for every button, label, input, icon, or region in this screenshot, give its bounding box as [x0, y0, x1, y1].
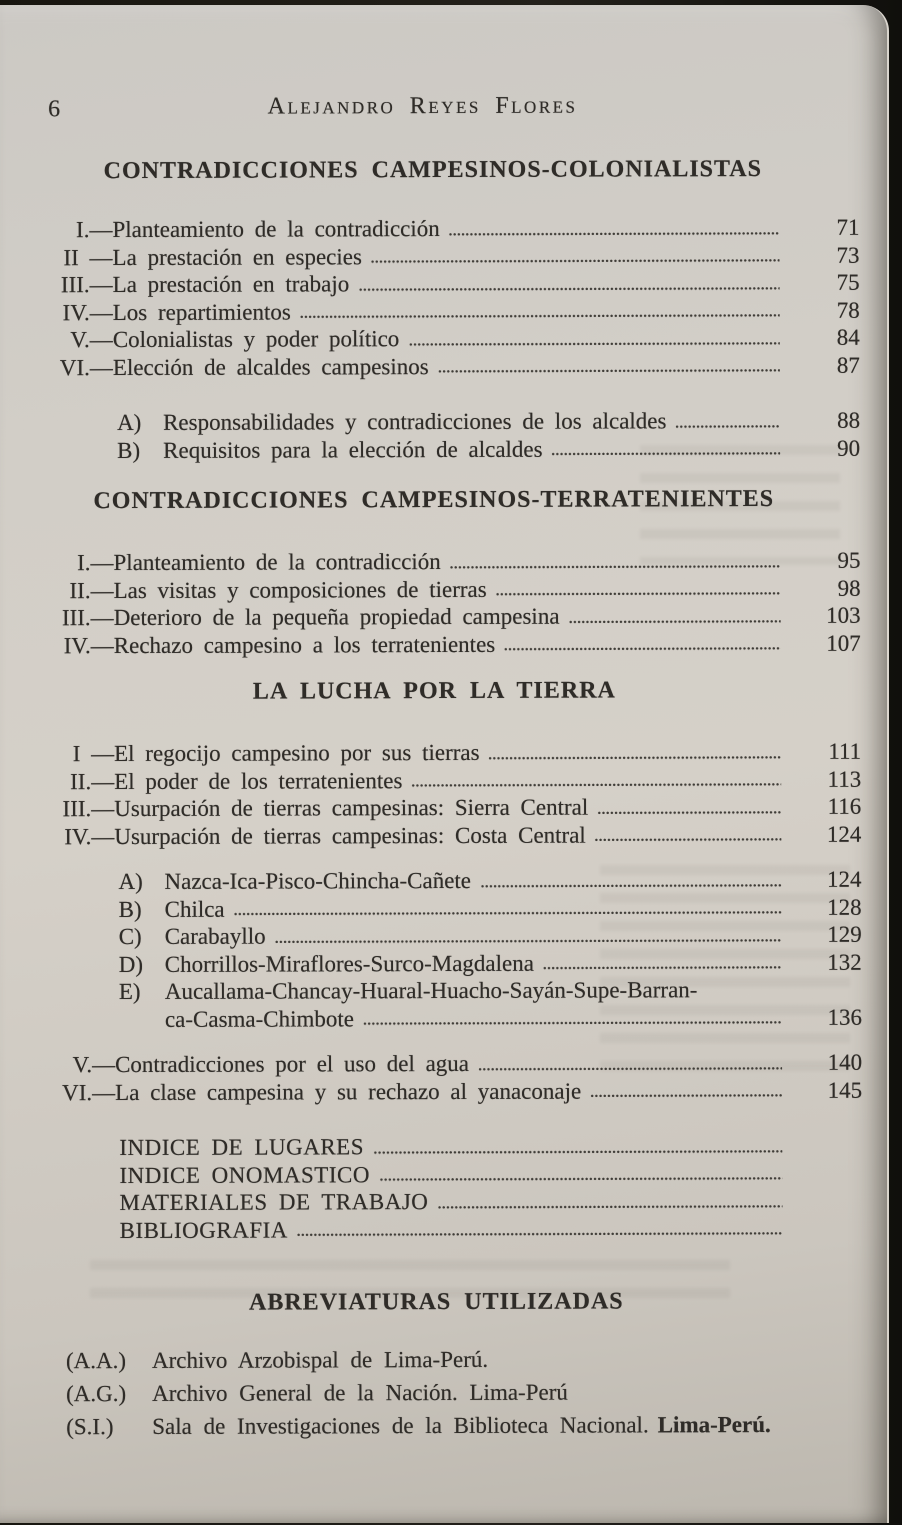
dot-leader: [411, 783, 781, 787]
dot-leader: [569, 619, 781, 623]
entry-text: Colonialistas y poder político: [112, 326, 400, 353]
dot-leader: [373, 1149, 782, 1153]
back-matter-entry: [49, 1159, 862, 1189]
abbreviation-label: (S.I.): [66, 1414, 114, 1440]
spacer: [49, 1104, 862, 1135]
toc-subentry-multiline-first: [49, 976, 862, 1006]
toc-entry: [46, 241, 859, 271]
back-matter-entry: [49, 1187, 862, 1217]
toc-subentry: [47, 434, 860, 464]
toc-entry: [46, 214, 859, 244]
entry-text: Planteamiento de la contradicción: [112, 216, 440, 243]
entry-page: 113: [827, 766, 862, 792]
entry-label: I.—: [75, 217, 113, 243]
entry-text: Usurpación de tierras campesinas: Costa Central: [114, 822, 586, 849]
entry-label: IV.—: [62, 299, 113, 325]
entry-page: 107: [826, 630, 861, 656]
entry-label: III.—: [61, 605, 114, 631]
entry-page: 132: [827, 949, 862, 975]
toc-entry: [48, 602, 861, 632]
page-header: [46, 92, 859, 125]
dot-leader: [297, 1232, 783, 1237]
entry-label: IV.—: [63, 632, 114, 658]
toc-entry: [48, 765, 861, 795]
entry-text: Carabayllo: [164, 923, 266, 949]
toc-entry: [48, 820, 861, 850]
toc-subentry: [49, 921, 862, 951]
entry-text: INDICE ONOMASTICO: [119, 1161, 370, 1188]
entry-label: A): [118, 868, 143, 895]
dot-leader: [275, 938, 782, 943]
dot-leader: [590, 1094, 782, 1098]
abbreviation-text: Sala de Investigaciones de la Biblioteca Nacional.: [152, 1412, 649, 1439]
entry-text: Las visitas y composiciones de tierras: [113, 576, 487, 603]
entry-label: B): [118, 896, 142, 922]
entry-label: V.—: [70, 327, 113, 353]
dot-leader: [449, 231, 780, 235]
dot-leader: [597, 810, 781, 814]
entry-text: Chorrillos-Miraflores-Surco-Magdalena: [164, 950, 534, 977]
entry-text: El poder de los terratenientes: [114, 767, 403, 794]
toc-entry: [49, 1076, 862, 1106]
entry-text: Los repartimientos: [112, 298, 291, 325]
entry-label: V.—: [72, 1052, 116, 1078]
toc-entry: [48, 629, 861, 659]
toc-subentry-multiline-cont: [49, 1003, 862, 1033]
entry-text: Chilca: [164, 896, 225, 922]
entry-page: 98: [837, 575, 861, 601]
page-number: 6: [48, 96, 62, 123]
toc-subentry: [49, 893, 862, 923]
entry-page: 88: [837, 407, 861, 433]
entry-text: Aucallama-Chancay-Huaral-Huacho-Sayán-Supe-Barran-: [164, 977, 698, 1004]
entry-page: 116: [827, 793, 862, 819]
back-matter-entry: [49, 1132, 862, 1162]
abbreviation-entry: [50, 1375, 863, 1411]
abbreviation-entry: [50, 1342, 863, 1378]
toc-entry: [48, 574, 861, 604]
entry-page: 71: [836, 214, 860, 240]
entry-text: Rechazo campesino a los terratenientes: [113, 631, 496, 658]
entry-text: Planteamiento de la contradicción: [113, 549, 441, 576]
entry-text: El regocijo campesino por sus tierras: [114, 739, 480, 767]
entry-label: E): [118, 978, 141, 1005]
abbreviation-label: (A.G.): [66, 1381, 127, 1407]
dot-leader: [358, 286, 779, 290]
dot-leader: [437, 1204, 782, 1208]
entry-label: VI.—: [59, 354, 113, 380]
entry-text: La prestación en especies: [112, 243, 362, 270]
abbreviation-label: (A.A.): [65, 1348, 127, 1374]
dot-leader: [496, 592, 781, 596]
dot-leader: [363, 1021, 782, 1025]
toc-entry: [47, 547, 860, 577]
entry-label: I —: [72, 741, 115, 767]
entry-text: Requisitos para la elección de alcaldes: [163, 436, 543, 463]
abbreviation-text-bold: Lima-Perú.: [657, 1411, 771, 1438]
dot-leader: [489, 755, 782, 759]
entry-label: II.—: [69, 577, 114, 603]
section-heading-colonialistas: CONTRADICCIONES CAMPESINOS-COLONIALISTAS: [103, 155, 762, 185]
running-header: Alejandro Reyes Flores: [267, 92, 578, 120]
entry-text: Deterioro de la pequeña propiedad campesina: [113, 603, 560, 631]
entry-page: 73: [836, 242, 860, 268]
dot-leader: [450, 564, 781, 568]
entry-label: VI.—: [62, 1079, 116, 1105]
book-page: [0, 5, 889, 1523]
dot-leader: [478, 1066, 782, 1070]
abbreviation-text: Archivo General de la Nación. Lima-Perú: [152, 1379, 568, 1406]
entry-text: Elección de alcaldes campesinos: [112, 353, 429, 380]
dot-leader: [595, 838, 782, 842]
entry-page: 145: [827, 1077, 863, 1103]
entry-page: 87: [836, 352, 860, 378]
entry-label: II —: [63, 244, 113, 270]
entry-label: I.—: [77, 550, 114, 576]
entry-page: 140: [827, 1049, 863, 1075]
entry-label: III.—: [62, 796, 115, 822]
dot-leader: [438, 369, 780, 373]
dot-leader: [234, 911, 782, 916]
dot-leader: [379, 1177, 782, 1181]
toc-entry: [49, 1049, 862, 1079]
entry-text: MATERIALES DE TRABAJO: [119, 1189, 429, 1216]
dot-leader: [300, 314, 780, 319]
entry-text: Nazca-Ica-Pisco-Chincha-Cañete: [164, 867, 472, 894]
entry-page: 78: [836, 297, 860, 323]
entry-page: 128: [827, 894, 862, 920]
abbreviation-entry: [50, 1408, 863, 1444]
entry-text: INDICE DE LUGARES: [119, 1134, 365, 1161]
toc-subentry: [48, 866, 861, 896]
entry-label: II.—: [70, 768, 115, 794]
entry-label: III.—: [60, 272, 113, 298]
entry-page: 103: [826, 602, 861, 628]
dot-leader: [543, 966, 782, 970]
entry-label: D): [118, 951, 144, 977]
entry-label: B): [117, 437, 141, 463]
dot-leader: [480, 883, 781, 887]
dot-leader: [504, 647, 781, 651]
toc-subentry: [47, 407, 860, 437]
entry-page: 124: [826, 866, 862, 892]
abbreviation-text: Archivo Arzobispal de Lima-Perú.: [151, 1346, 489, 1373]
toc-entry: [48, 738, 861, 768]
entry-text: ca-Casma-Chimbote: [164, 1005, 355, 1032]
entry-text: BIBLIOGRAFIA: [119, 1216, 288, 1243]
entry-text: Usurpación de tierras campesinas: Sierra Central: [114, 794, 589, 822]
page-content: [0, 4, 889, 1444]
entry-page: 75: [836, 269, 860, 295]
toc-entry: [48, 793, 861, 823]
spacer: [47, 379, 860, 410]
entry-label: IV.—: [64, 823, 115, 849]
section-heading-terratenientes: CONTRADICCIONES CAMPESINOS-TERRATENIENTES: [93, 485, 775, 515]
entry-page: 90: [837, 435, 861, 461]
entry-text: Responsabilidades y contradicciones de los alcaldes: [163, 408, 667, 435]
entry-text: Contradicciones por el uso del agua: [115, 1050, 470, 1078]
entry-page: 84: [836, 324, 860, 350]
back-matter-entry: [50, 1214, 863, 1244]
entry-page: 111: [828, 738, 862, 764]
dot-leader: [371, 259, 780, 263]
entry-label: A): [117, 409, 142, 436]
toc-subentry: [49, 948, 862, 978]
toc-entry: [47, 269, 860, 299]
entry-page: 95: [837, 547, 861, 573]
entry-label: C): [118, 923, 142, 950]
entry-text: La prestación en trabajo: [112, 271, 350, 298]
entry-page: 136: [827, 1004, 862, 1030]
section-heading-lucha-tierra: LA LUCHA POR LA TIERRA: [252, 677, 616, 705]
toc-entry: [47, 351, 860, 381]
entry-page: 129: [827, 921, 862, 947]
entry-page: 124: [826, 821, 862, 847]
toc-entry: [47, 324, 860, 354]
dot-leader: [552, 452, 781, 456]
toc-entry: [47, 296, 860, 326]
dot-leader: [408, 341, 780, 345]
entry-text: La clase campesina y su rechazo al yanaconaje: [115, 1078, 582, 1105]
section-heading-abreviaturas: ABREVIATURAS UTILIZADAS: [248, 1288, 624, 1316]
dot-leader: [675, 424, 780, 427]
